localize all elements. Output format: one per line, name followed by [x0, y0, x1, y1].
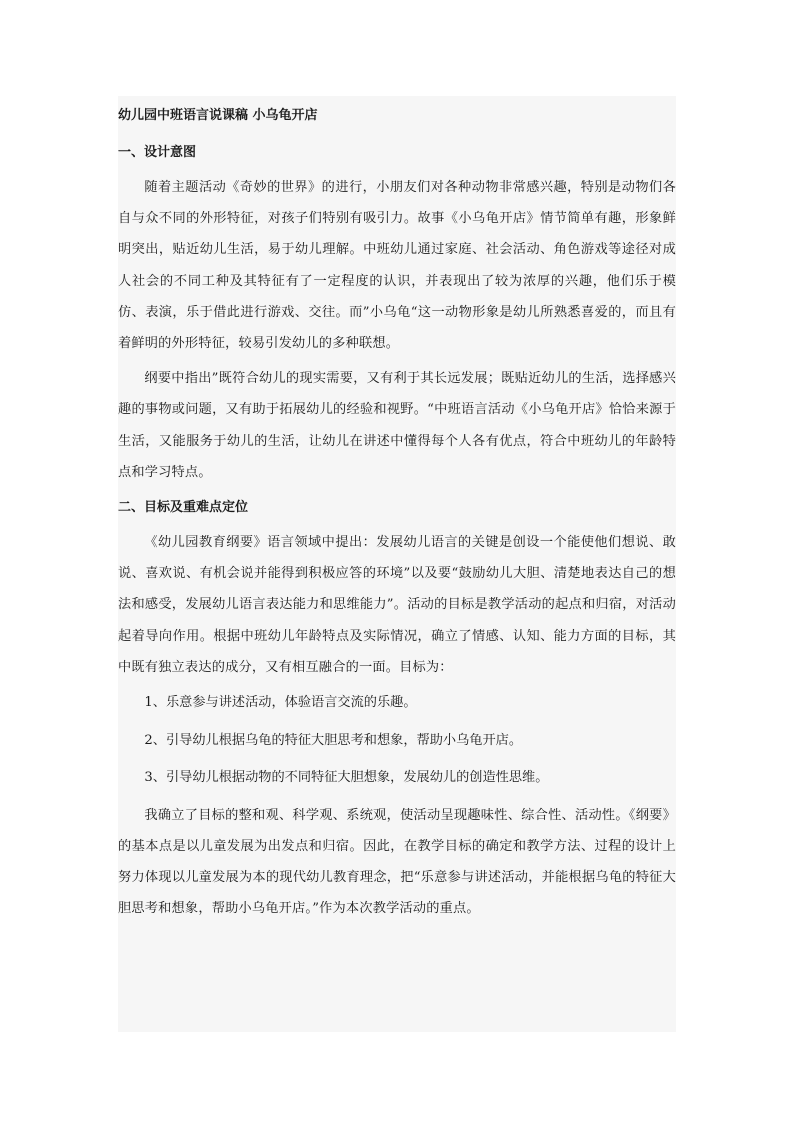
paragraph: 我确立了目标的整和观、科学观、系统观，使活动呈现趣味性、综合性、活动性。《纲要》的基本点是以儿童发展为出发点和归宿。因此，在教学目标的确定和教学方法、过程的设计上努力体现以儿童发展为本的现代幼儿教育理念，把“乐意参与讲述活动，并能根据乌龟的特征大胆思考和想象，帮助小乌龟开店。”作为本次教学活动的重点。 [118, 807, 676, 917]
paragraph: 《幼儿园教育纲要》语言领域中提出：发展幼儿语言的关键是创设一个能使他们想说、敢说、喜欢说、有机会说并能得到积极应答的环境”以及要“鼓励幼儿大胆、清楚地表达自己的想法和感受，发展幼儿语言表达能力和思维能力”。活动的目标是教学活动的起点和归宿，对活动起着导向作用。根据中班幼儿年龄特点及实际情况，确立了情感、认知、能力方面的目标，其中既有独立表达的成分，又有相互融合的一面。目标为： [118, 535, 676, 675]
document-title: 幼儿园中班语言说课稿 小乌龟开店 [118, 108, 318, 123]
paragraph: 纲要中指出”既符合幼儿的现实需要，又有利于其长远发展；既贴近幼儿的生活，选择感兴趣的事物或问题，又有助于拓展幼儿的经验和视野。“中班语言活动《小乌龟开店》恰恰来源于生活，又能服务于幼儿的生活，让幼儿在讲述中懂得每个人各有优点，符合中班幼儿的年龄特点和学习特点。 [118, 371, 676, 480]
paragraph: 随着主题活动《奇妙的世界》的进行，小朋友们对各种动物非常感兴趣，特别是动物们各自与众不同的外形特征，对孩子们特别有吸引力。故事《小乌龟开店》情节简单有趣，形象鲜明突出，贴近幼儿生活，易于幼儿理解。中班幼儿通过家庭、社会活动、角色游戏等途径对成人社会的不同工种及其特征有了一定程度的认识，并表现出了较为浓厚的兴趣，他们乐于模仿、表演，乐于借此进行游戏、交往。而”小乌龟“这一动物形象是幼儿所熟悉喜爱的，而且有着鲜明的外形特征，较易引发幼儿的多种联想。 [118, 180, 676, 352]
goal-item: 2、引导幼儿根据乌龟的特征大胆思考和想象，帮助小乌龟开店。 [144, 732, 523, 748]
section-heading-design-intent: 一、设计意图 [118, 145, 197, 160]
document-content [118, 100, 676, 928]
goal-item: 3、引导幼儿根据动物的不同特征大胆想象，发展幼儿的创造性思维。 [144, 770, 549, 786]
goal-item: 1、乐意参与讲述活动，体验语言交流的乐趣。 [144, 695, 417, 711]
section-heading-goals: 二、目标及重难点定位 [118, 500, 249, 516]
